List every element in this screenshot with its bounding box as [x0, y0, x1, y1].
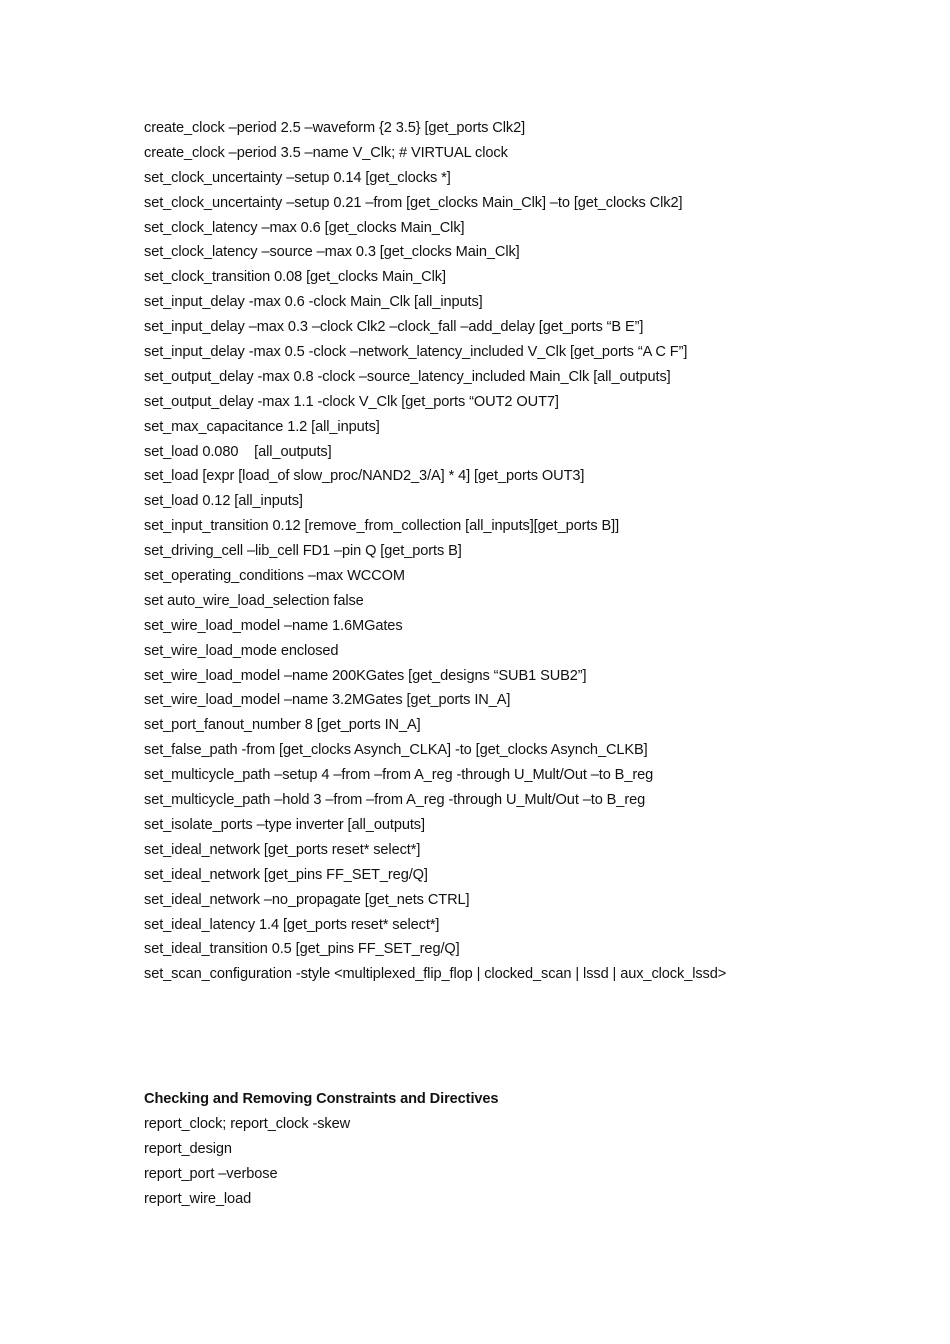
- command-line: set_output_delay -max 1.1 -clock V_Clk [get_ports “OUT2 OUT7]: [144, 393, 559, 410]
- checking-section: [144, 1087, 910, 1211]
- command-line: set_wire_load_mode enclosed: [144, 642, 339, 659]
- command-line: set_clock_uncertainty –setup 0.14 [get_clocks *]: [144, 169, 451, 186]
- report-command-line: report_wire_load: [144, 1190, 252, 1207]
- command-line: set_ideal_network –no_propagate [get_nets CTRL]: [144, 891, 470, 908]
- command-line: set_multicycle_path –hold 3 –from –from A_reg -through U_Mult/Out –to B_reg: [144, 792, 646, 809]
- command-line: set_scan_configuration -style <multiplexed_flip_flop | clocked_scan | lssd | aux_clock_lssd>: [144, 966, 727, 983]
- command-line: set_clock_transition 0.08 [get_clocks Main_Clk]: [144, 269, 446, 286]
- command-line: set_ideal_network [get_ports reset* select*]: [144, 841, 421, 858]
- command-line: set_input_delay –max 0.3 –clock Clk2 –clock_fall –add_delay [get_ports “B E”]: [144, 319, 644, 336]
- command-line: set auto_wire_load_selection false: [144, 592, 364, 609]
- command-line: set_output_delay -max 0.8 -clock –source_latency_included Main_Clk [all_outputs]: [144, 368, 671, 385]
- constraint-commands-list: [144, 116, 910, 987]
- command-line: set_clock_latency –source –max 0.3 [get_clocks Main_Clk]: [144, 244, 520, 261]
- report-command-line: report_port –verbose: [144, 1165, 278, 1182]
- command-line: set_wire_load_model –name 3.2MGates [get_ports IN_A]: [144, 692, 511, 709]
- command-line: set_input_delay -max 0.6 -clock Main_Clk [all_inputs]: [144, 294, 483, 311]
- command-line: create_clock –period 3.5 –name V_Clk; # VIRTUAL clock: [144, 144, 508, 161]
- command-line: set_input_delay -max 0.5 -clock –network_latency_included V_Clk [get_ports “A C F”]: [144, 344, 688, 361]
- command-line: set_multicycle_path –setup 4 –from –from A_reg -through U_Mult/Out –to B_reg: [144, 767, 654, 784]
- command-line: set_isolate_ports –type inverter [all_outputs]: [144, 816, 425, 833]
- command-line: set_load [expr [load_of slow_proc/NAND2_3/A] * 4] [get_ports OUT3]: [144, 468, 585, 485]
- report-command-line: report_design: [144, 1140, 232, 1157]
- command-line: set_ideal_network [get_pins FF_SET_reg/Q]: [144, 866, 428, 883]
- section-heading: Checking and Removing Constraints and Directives: [144, 1091, 499, 1107]
- command-line: set_clock_uncertainty –setup 0.21 –from [get_clocks Main_Clk] –to [get_clocks Clk2]: [144, 194, 683, 211]
- report-command-line: report_clock; report_clock -skew: [144, 1115, 351, 1132]
- command-line: set_driving_cell –lib_cell FD1 –pin Q [get_ports B]: [144, 543, 462, 560]
- command-line: set_max_capacitance 1.2 [all_inputs]: [144, 418, 380, 435]
- command-line: set_ideal_transition 0.5 [get_pins FF_SET_reg/Q]: [144, 941, 460, 958]
- command-line: set_load 0.080 [all_outputs]: [144, 443, 332, 460]
- command-line: set_clock_latency –max 0.6 [get_clocks Main_Clk]: [144, 219, 465, 236]
- command-line: set_wire_load_model –name 200KGates [get_designs “SUB1 SUB2”]: [144, 667, 587, 684]
- command-line: set_wire_load_model –name 1.6MGates: [144, 617, 403, 634]
- command-line: set_port_fanout_number 8 [get_ports IN_A]: [144, 717, 421, 734]
- command-line: create_clock –period 2.5 –waveform {2 3.5} [get_ports Clk2]: [144, 120, 526, 136]
- command-line: set_load 0.12 [all_inputs]: [144, 493, 303, 510]
- command-line: set_operating_conditions –max WCCOM: [144, 568, 405, 585]
- command-line: set_input_transition 0.12 [remove_from_collection [all_inputs][get_ports B]]: [144, 518, 620, 535]
- command-line: set_ideal_latency 1.4 [get_ports reset* select*]: [144, 916, 440, 933]
- command-line: set_false_path -from [get_clocks Asynch_CLKA] -to [get_clocks Asynch_CLKB]: [144, 742, 648, 759]
